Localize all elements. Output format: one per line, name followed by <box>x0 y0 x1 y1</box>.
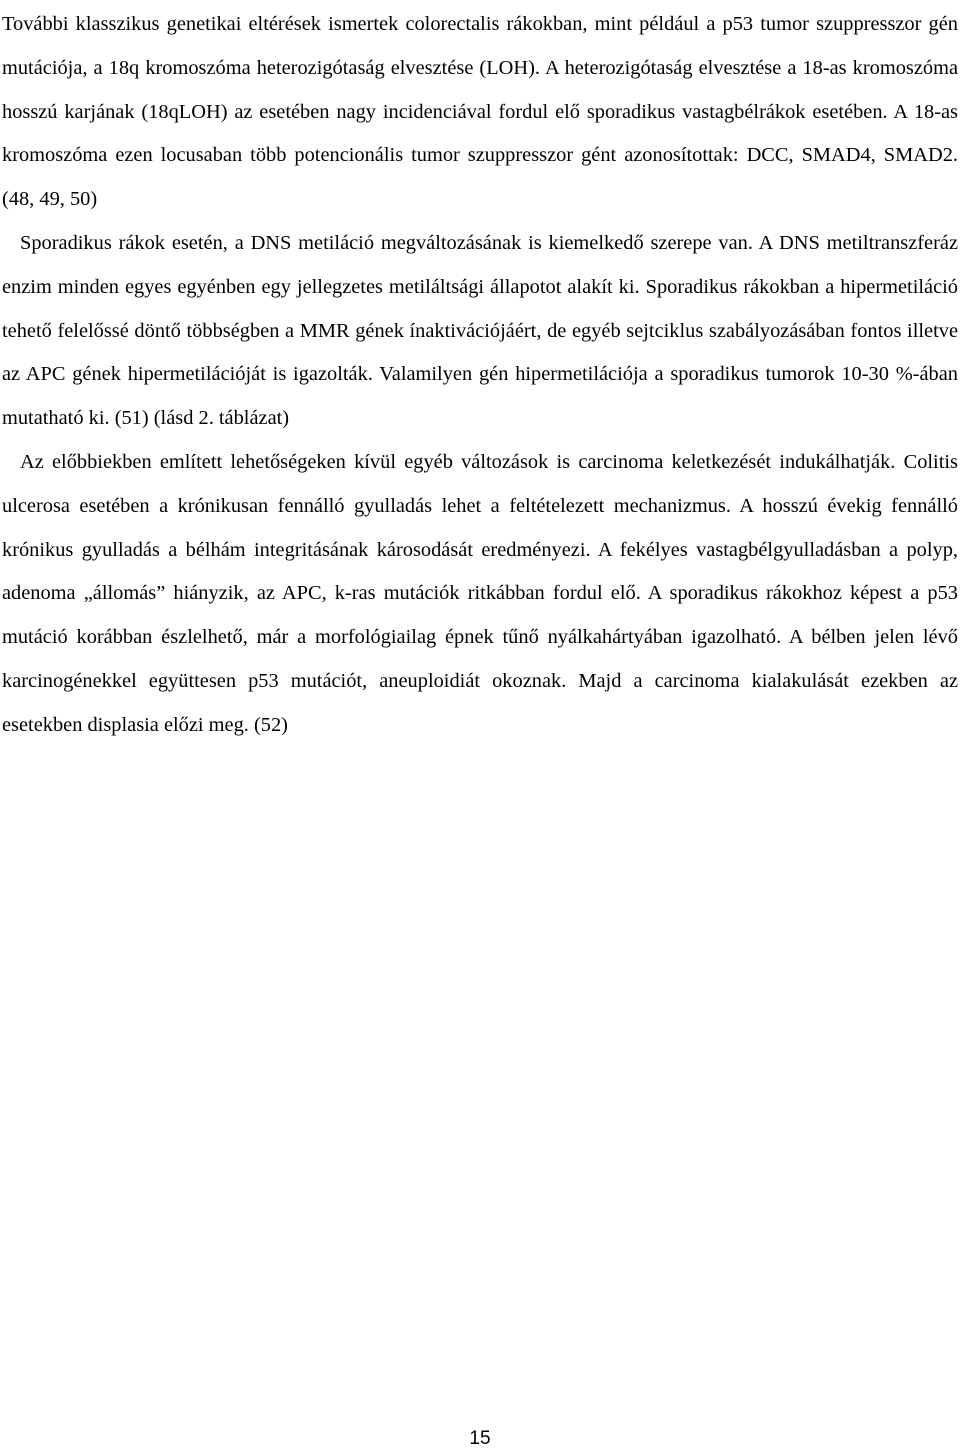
paragraph-genetic-alterations: További klasszikus genetikai eltérések ismertek colorectalis rákokban, mint például a p53 tumor szuppresszor gén mutációja, a 18q kromoszóma heterozigótaság elvesztése (LOH). A heterozigótaság elvesztése a 18-as kromoszóma hosszú karjának (18qLOH) az esetében nagy incidenciával fordul elő sporadikus vastagbélrákok esetében. A 18-as kromoszóma ezen locusaban több potencionális tumor szuppresszor gént azonosítottak: DCC, SMAD4, SMAD2. (48, 49, 50) <box>2 13 958 211</box>
document-body <box>2 3 958 748</box>
page-number: 15 <box>469 1428 491 1449</box>
paragraph-colitis-ulcerosa: Az előbbiekben említett lehetőségeken kívül egyéb változások is carcinoma keletkezését indukálhatják. Colitis ulcerosa esetében a krónikusan fennálló gyulladás lehet a feltételezett mechanizmus. A hosszú évekig fennálló krónikus gyulladás a bélhám integritásának károsodását eredményezi. A fekélyes vastagbélgyulladásban a polyp, adenoma „állomás” hiányzik, az APC, k-ras mutációk ritkábban fordul elő. A sporadikus rákokhoz képest a p53 mutáció korábban észlelhető, már a morfológiailag épnek tűnő nyálkahártyában igazolható. A bélben jelen lévő karcinogénekkel együttesen p53 mutációt, aneuploidiát okoznak. Majd a carcinoma kialakulását ezekben az esetekben displasia előzi meg. (52) <box>2 450 958 736</box>
paragraph-dna-methylation: Sporadikus rákok esetén, a DNS metiláció megváltozásának is kiemelkedő szerepe van. A DNS metiltranszferáz enzim minden egyes egyénben egy jellegzetes metiláltsági állapotot alakít ki. Sporadikus rákokban a hipermetiláció tehető felelőssé döntő többségben a MMR gének ínaktivációjáért, de egyéb sejtciklus szabályozásában fontos illetve az APC gének hipermetilációját is igazolták. Valamilyen gén hipermetilációja a sporadikus tumorok 10-30 %-ában mutatható ki. (51) (lásd 2. táblázat) <box>2 231 958 430</box>
